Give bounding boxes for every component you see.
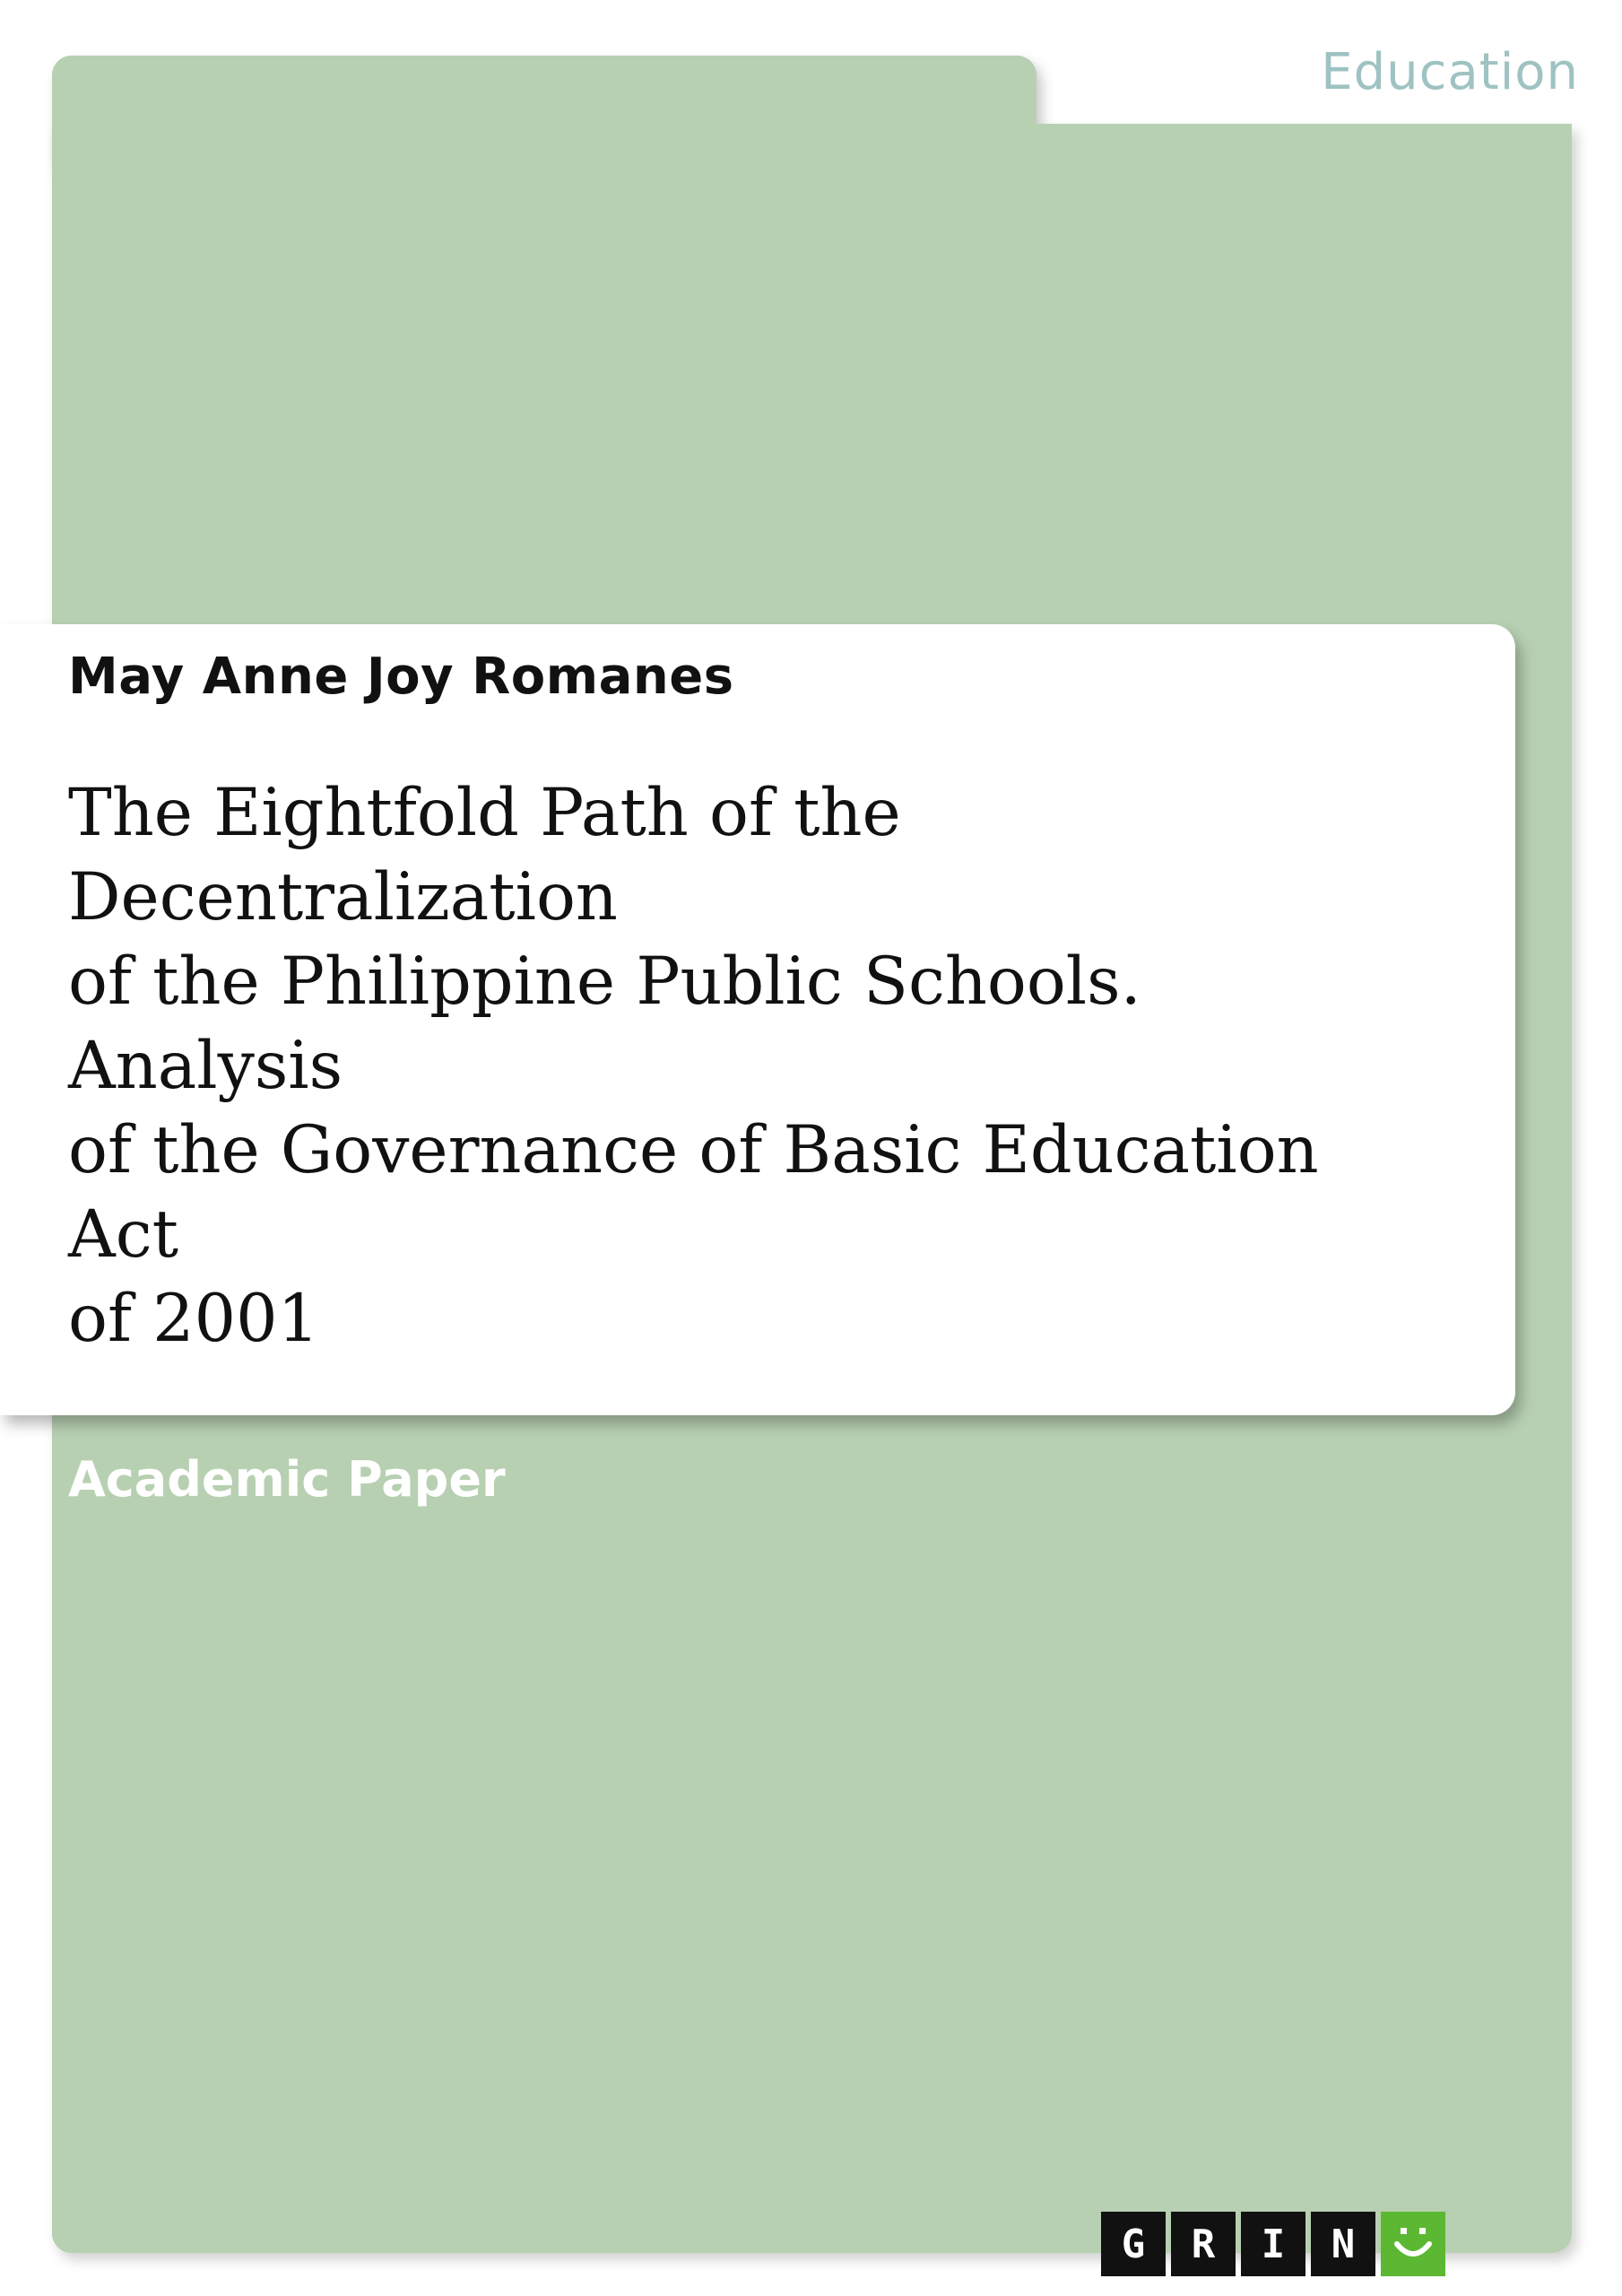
title-line: of 2001 bbox=[68, 1281, 319, 1357]
publisher-logo bbox=[1101, 2212, 1445, 2276]
title-line: of the Philippine Public Schools. Analysis bbox=[68, 944, 1141, 1104]
author-name: May Anne Joy Romanes bbox=[68, 648, 734, 706]
logo-letter-n: N bbox=[1311, 2212, 1375, 2276]
logo-letter-i: I bbox=[1241, 2212, 1305, 2276]
book-title bbox=[68, 771, 1431, 1361]
document-type: Academic Paper bbox=[68, 1451, 506, 1508]
title-line: The Eightfold Path of the Decentralization bbox=[68, 775, 901, 935]
smiley-icon bbox=[1381, 2212, 1445, 2276]
logo-letter-r: R bbox=[1171, 2212, 1236, 2276]
category-label: Education bbox=[1321, 43, 1579, 101]
smiley-icon-graphic bbox=[1390, 2221, 1436, 2267]
title-line: of the Governance of Basic Education Act bbox=[68, 1112, 1319, 1273]
logo-letter-g: G bbox=[1101, 2212, 1166, 2276]
